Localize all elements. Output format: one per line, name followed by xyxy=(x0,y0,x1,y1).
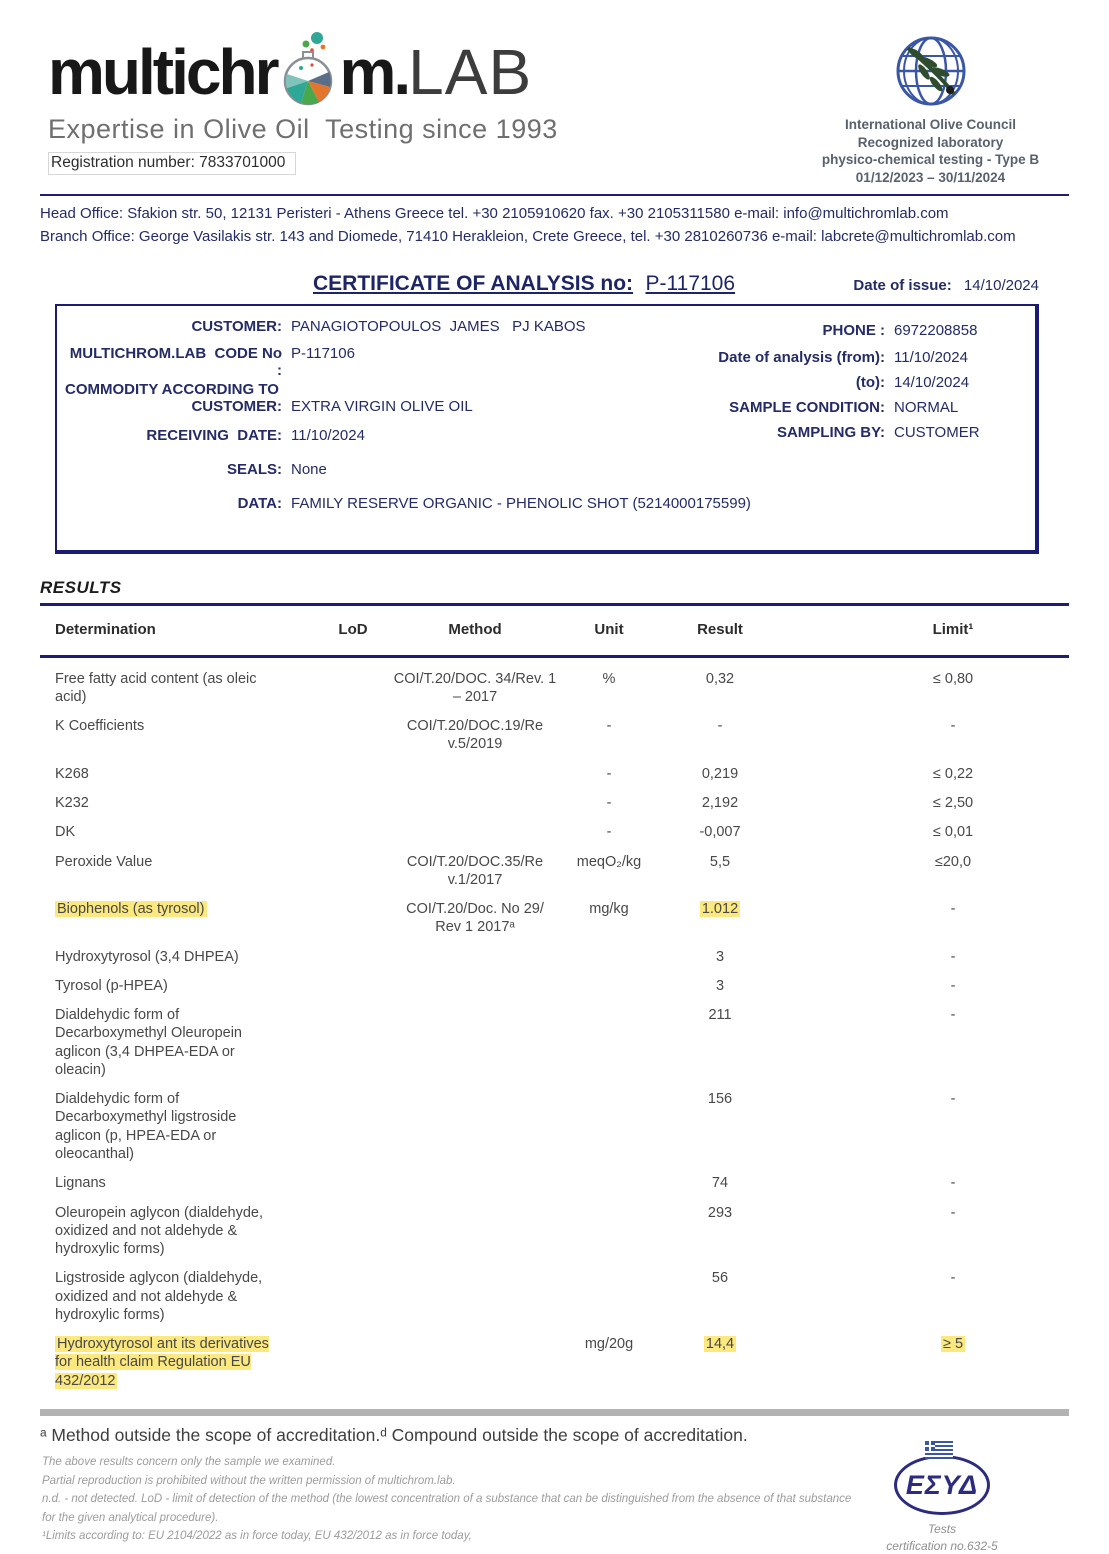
sample-info-box xyxy=(55,304,1039,554)
cell-result: 0,219 xyxy=(701,765,739,782)
results-table-header xyxy=(55,606,1039,655)
cell-result: 56 xyxy=(711,1270,729,1287)
table-row xyxy=(55,971,1039,1000)
info-row-phone xyxy=(682,322,1027,339)
cell-determination: Dialdehydic form of Decarboxymethyl Oleuropein aglicon (3,4 DHPEA-EDA or oleacin) xyxy=(55,1007,242,1078)
table-row xyxy=(55,1198,1039,1264)
cell-result: 293 xyxy=(707,1204,733,1221)
info-row-commodity-customer xyxy=(63,398,763,415)
info-row-analysis-to xyxy=(682,374,1027,391)
cell-result: 14,4 xyxy=(705,1336,735,1353)
cell-result: -0,007 xyxy=(699,824,741,841)
cell-limit: ≤20,0 xyxy=(934,853,972,870)
cell-result: 5,5 xyxy=(709,853,731,870)
sampling-by-value: CUSTOMER xyxy=(894,424,980,442)
table-row xyxy=(55,664,1039,712)
esyd-oval-icon xyxy=(894,1455,990,1515)
cell-limit: ≤ 0,22 xyxy=(932,765,974,782)
cell-limit: ≤ 0,80 xyxy=(932,670,974,687)
receiving-date-label: RECEIVING DATE: xyxy=(146,427,282,445)
cell-determination: Biophenols (as tyrosol) xyxy=(57,901,205,918)
header-determination: Determination xyxy=(55,621,156,639)
cell-determination: Free fatty acid content (as oleic acid) xyxy=(55,670,257,705)
cell-unit: meqO₂/kg xyxy=(576,853,642,870)
cell-method: COI/T.20/DOC.19/Re v.5/2019 xyxy=(406,718,544,753)
cell-method: COI/T.20/DOC. 34/Rev. 1 – 2017 xyxy=(393,670,557,705)
esyd-letters: ΕΣΥΔ xyxy=(905,1469,979,1500)
cell-determination: Hydroxytyrosol (3,4 DHPEA) xyxy=(55,948,239,965)
lab-code-label: MULTICHROM.LAB CODE No : xyxy=(69,345,287,380)
ioc-line-1: International Olive Council xyxy=(844,117,1017,132)
commodity-customer-value: EXTRA VIRGIN OLIVE OIL xyxy=(291,398,473,416)
table-row xyxy=(55,942,1039,971)
cell-method: COI/T.20/Doc. No 29/ Rev 1 2017ᵃ xyxy=(406,901,544,936)
analysis-from-value: 11/10/2024 xyxy=(894,349,968,367)
sample-condition-value: NORMAL xyxy=(894,399,959,417)
multichrom-logo xyxy=(48,30,558,186)
table-row xyxy=(55,1001,1039,1085)
footer-divider-bar xyxy=(40,1409,1069,1416)
info-row-lab-code xyxy=(63,345,763,379)
table-row xyxy=(55,847,1039,895)
cell-determination: Hydroxytyrosol ant its derivatives for health claim Regulation EU 432/2012 xyxy=(55,1336,269,1389)
header-limit: Limit¹ xyxy=(932,621,974,639)
date-of-issue-value: 14/10/2024 xyxy=(963,277,1039,295)
table-row xyxy=(55,1264,1039,1330)
ioc-line-3: physico-chemical testing - Type B xyxy=(821,152,1040,168)
commodity-customer-label: CUSTOMER: xyxy=(191,398,282,416)
esyd-accreditation-logo xyxy=(867,1441,1017,1553)
results-section-title: RESULTS xyxy=(40,578,122,598)
esyd-caption-line-2: certification no.632-5 xyxy=(886,1538,998,1553)
page-footer xyxy=(0,1409,1109,1553)
certificate-title: CERTIFICATE OF ANALYSIS no: xyxy=(313,272,634,296)
head-office-line: Head Office: Sfakion str. 50, 12131 Peristeri - Athens Greece tel. +30 2105910620 fax. +30 2105311580 e-mail: info@multichromlab.com xyxy=(40,205,949,223)
phone-value: 6972208858 xyxy=(894,322,978,340)
info-row-sampling-by xyxy=(682,424,1027,441)
info-row-customer xyxy=(63,318,763,335)
greek-flag-icon xyxy=(867,1441,1017,1459)
customer-label: CUSTOMER: xyxy=(191,318,282,336)
branch-office-line: Branch Office: George Vasilakis str. 143 and Diomede, 71410 Herakleion, Crete Greece, tel. +30 2810260736 e-mail: labcrete@multichromlab.com xyxy=(40,227,1016,245)
esyd-caption-line-1: Tests xyxy=(927,1522,957,1537)
cell-limit: - xyxy=(950,718,956,735)
table-row xyxy=(55,759,1039,788)
flask-icon xyxy=(279,30,337,108)
info-row-analysis-from xyxy=(682,349,1027,366)
cell-limit: - xyxy=(950,901,956,918)
footnote-1: The above results concern only the sample we examined. xyxy=(42,1456,336,1469)
page-header xyxy=(0,0,1109,186)
cell-determination: DK xyxy=(55,824,76,841)
header-lod: LoD xyxy=(338,621,368,639)
logo-text-2: m. xyxy=(339,36,409,108)
sampling-by-label: SAMPLING BY: xyxy=(776,424,885,442)
table-row xyxy=(55,789,1039,818)
cell-determination: Oleuropein aglycon (dialdehyde, oxidized and not aldehyde & hydroxylic forms) xyxy=(55,1204,263,1258)
ioc-line-4: 01/12/2023 – 30/11/2024 xyxy=(855,169,1006,185)
analysis-from-label: Date of analysis (from): xyxy=(718,349,885,367)
logo-tagline: Expertise in Olive Oil Testing since 1993 xyxy=(48,114,558,144)
lab-code-value: P-117106 xyxy=(291,345,355,363)
cell-limit: - xyxy=(950,1175,956,1192)
header-method: Method xyxy=(448,621,502,639)
footnote-3: n.d. - not detected. LoD - limit of detection of the method (the lowest concentration of a substance that can be distinguished from the absence of that substance for the given analytical procedure). xyxy=(42,1493,852,1524)
cell-limit: ≤ 0,01 xyxy=(932,824,974,841)
table-row xyxy=(55,1169,1039,1198)
registration-number: Registration number: 7833701000 xyxy=(48,152,296,175)
seals-label: SEALS: xyxy=(226,461,282,479)
cell-limit: - xyxy=(950,977,956,994)
analysis-to-label: (to): xyxy=(855,374,885,392)
footnote-4: ¹Limits according to: EU 2104/2022 as in force today, EU 432/2012 as in force today, xyxy=(42,1529,472,1542)
cell-result: 156 xyxy=(707,1091,733,1108)
phone-label: PHONE : xyxy=(822,322,885,340)
table-row xyxy=(55,1330,1039,1396)
cell-determination: Lignans xyxy=(55,1175,106,1192)
date-of-issue-label: Date of issue: xyxy=(853,277,952,295)
analysis-to-value: 14/10/2024 xyxy=(894,374,970,392)
cell-result: 0,32 xyxy=(705,670,735,687)
cell-unit: - xyxy=(606,765,612,782)
cell-unit: - xyxy=(606,824,612,841)
footnote-2: Partial reproduction is prohibited without the written permission of multichrom.lab. xyxy=(42,1474,456,1487)
results-table xyxy=(55,606,1039,655)
data-label: DATA: xyxy=(237,495,282,513)
logo-text-3: LAB xyxy=(408,36,533,108)
table-row xyxy=(55,818,1039,847)
certificate-title-row xyxy=(55,272,1039,296)
cell-unit: - xyxy=(606,718,612,735)
cell-unit: mg/20g xyxy=(584,1336,634,1353)
receiving-date-value: 11/10/2024 xyxy=(291,427,365,445)
seals-value: None xyxy=(291,461,327,479)
header-unit: Unit xyxy=(594,621,624,639)
cell-determination: Dialdehydic form of Decarboxymethyl ligstroside aglicon (p, HPEA-EDA or oleocanthal) xyxy=(55,1091,237,1162)
cell-determination: K268 xyxy=(55,765,89,782)
cell-unit: - xyxy=(606,795,612,812)
info-row-seals xyxy=(63,461,763,478)
cell-limit: - xyxy=(950,1270,956,1287)
info-row-sample-condition xyxy=(682,399,1027,416)
sample-condition-label: SAMPLE CONDITION: xyxy=(729,399,885,417)
ioc-globe-icon xyxy=(894,95,968,112)
data-value: FAMILY RESERVE ORGANIC - PHENOLIC SHOT (5214000175599) xyxy=(291,495,751,513)
customer-value: PANAGIOTOPOULOS JAMES PJ KABOS xyxy=(291,318,586,336)
cell-result: 2,192 xyxy=(701,795,739,812)
cell-limit: - xyxy=(950,1091,956,1108)
table-row xyxy=(55,895,1039,943)
info-row-commodity xyxy=(63,381,763,398)
certificate-number: P-117106 xyxy=(645,272,736,296)
cell-result: - xyxy=(717,718,723,735)
cell-unit: % xyxy=(602,670,616,687)
cell-determination: K232 xyxy=(55,795,89,812)
cell-result: 1.012 xyxy=(701,901,739,918)
cell-determination: Tyrosol (p-HPEA) xyxy=(55,977,168,994)
table-row xyxy=(55,1085,1039,1169)
cell-determination: Peroxide Value xyxy=(55,853,153,870)
header-result: Result xyxy=(697,621,743,639)
cell-determination: K Coefficients xyxy=(55,718,145,735)
cell-determination: Ligstroside aglycon (dialdehyde, oxidized and not aldehyde & hydroxylic forms) xyxy=(55,1270,263,1323)
cell-method: COI/T.20/DOC.35/Re v.1/2017 xyxy=(406,853,544,888)
cell-limit: - xyxy=(950,1204,956,1221)
cell-limit: - xyxy=(950,948,956,965)
logo-text-1: multichr xyxy=(48,36,277,108)
info-row-data xyxy=(63,495,763,512)
cell-result: 3 xyxy=(715,948,725,965)
cell-limit: - xyxy=(950,1007,956,1024)
results-table-body xyxy=(55,658,1039,1395)
accreditation-note: ᵃ Method outside the scope of accreditation.ᵈ Compound outside the scope of accreditation. xyxy=(40,1425,748,1446)
ioc-line-2: Recognized laboratory xyxy=(857,134,1004,150)
cell-unit: mg/kg xyxy=(589,901,629,918)
ioc-recognition xyxy=(798,30,1063,186)
info-row-receiving-date xyxy=(63,427,763,444)
table-row xyxy=(55,712,1039,760)
cell-result: 3 xyxy=(715,977,725,994)
header-divider xyxy=(40,194,1069,196)
commodity-label: COMMODITY ACCORDING TO xyxy=(65,381,279,399)
cell-result: 211 xyxy=(708,1007,732,1024)
cell-limit: ≥ 5 xyxy=(942,1336,964,1353)
cell-limit: ≤ 2,50 xyxy=(932,795,974,812)
cell-result: 74 xyxy=(711,1175,729,1192)
